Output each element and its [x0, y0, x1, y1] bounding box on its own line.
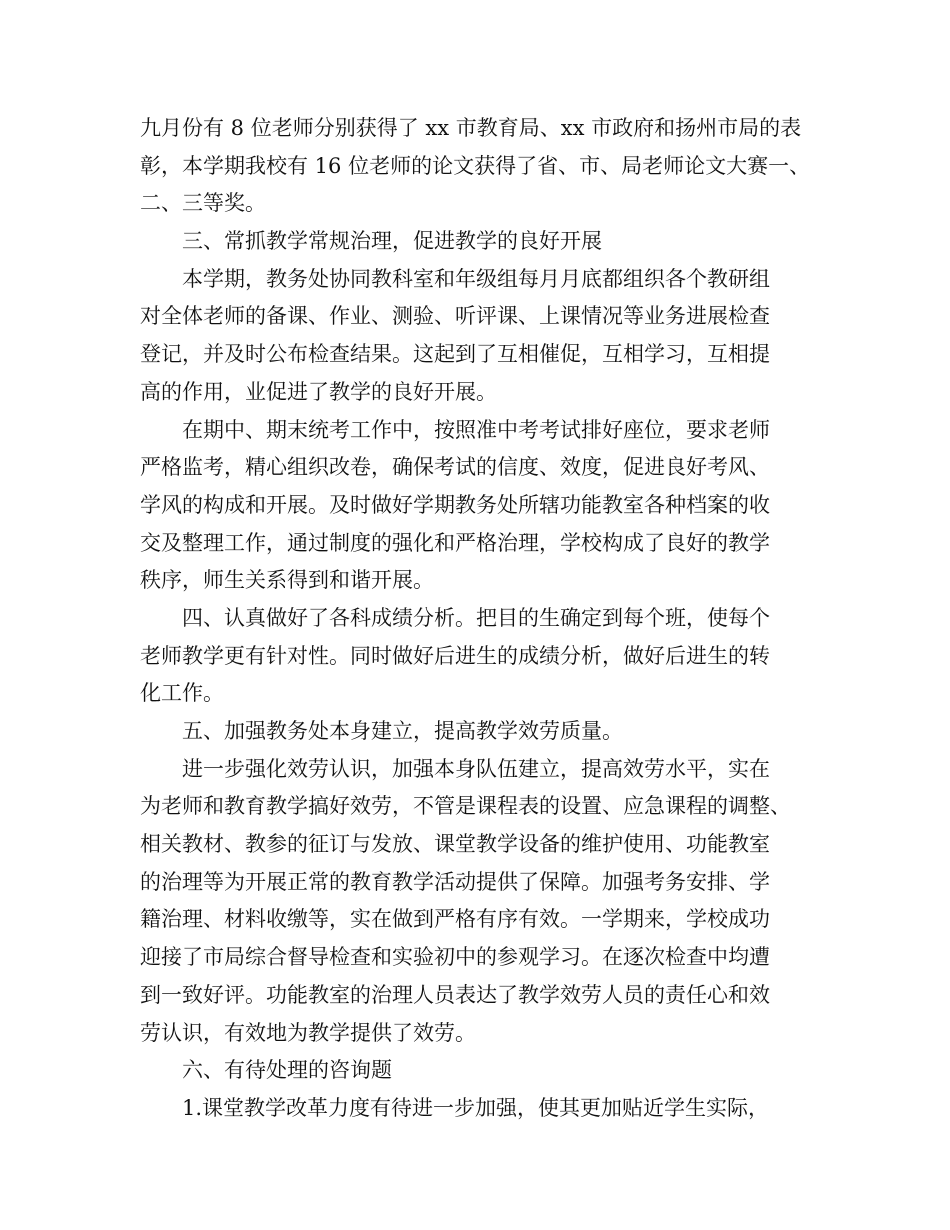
- body-line: 彰，本学期我校有 16 位老师的论文获得了省、市、局老师论文大赛一、: [140, 153, 811, 178]
- body-line: 登记，并及时公布检查结果。这起到了互相催促，互相学习，互相提: [140, 342, 770, 367]
- paragraph-start-line: 本学期，教务处协同教科室和年级组每月月底都组织各个教研组: [182, 266, 770, 291]
- body-line: 二、三等奖。: [140, 191, 266, 216]
- body-line: 化工作。: [140, 681, 224, 706]
- body-line: 老师教学更有针对性。同时做好后进生的成绩分析，做好后进生的转: [140, 643, 770, 668]
- body-line: 相关教材、教参的征订与发放、课堂教学设备的维护使用、功能教室: [140, 832, 770, 857]
- body-line: 九月份有 8 位老师分别获得了 xx 市教育局、xx 市政府和扬州市局的表: [140, 116, 802, 140]
- body-line: 到一致好评。功能教室的治理人员表达了教学效劳人员的责任心和效: [140, 982, 770, 1007]
- body-line: 对全体老师的备课、作业、测验、听评课、上课情况等业务进展检查: [140, 304, 770, 329]
- body-line: 严格监考，精心组织改卷，确保考试的信度、效度，促进良好考风、: [140, 455, 770, 480]
- body-line: 高的作用，业促进了教学的良好开展。: [140, 379, 497, 404]
- paragraph-start-line: 进一步强化效劳认识，加强本身队伍建立，提高效劳水平，实在: [182, 756, 770, 781]
- body-line: 学风的构成和开展。及时做好学期教务处所辖功能教室各种档案的收: [140, 492, 770, 517]
- list-item-line: 1.课堂教学改革力度有待进一步加强，使其更加贴近学生实际，: [182, 1095, 770, 1120]
- body-line: 为老师和教育教学搞好效劳，不管是课程表的设置、应急课程的调整、: [140, 794, 791, 819]
- section-heading: 六、有待处理的咨询题: [182, 1058, 392, 1083]
- body-line: 的治理等为开展正常的教育教学活动提供了保障。加强考务安排、学: [140, 869, 770, 894]
- body-line: 籍治理、材料收缴等，实在做到严格有序有效。一学期来，学校成功: [140, 907, 770, 932]
- paragraph-start-line: 在期中、期末统考工作中，按照准中考考试排好座位，要求老师: [182, 417, 770, 442]
- body-line: 迎接了市局综合督导检查和实验初中的参观学习。在逐次检查中均遭: [140, 945, 770, 970]
- body-line: 劳认识，有效地为教学提供了效劳。: [140, 1020, 476, 1045]
- section-heading: 四、认真做好了各科成绩分析。把目的生确定到每个班，使每个: [182, 605, 770, 630]
- document-body: [140, 110, 830, 1128]
- body-line: 秩序，师生关系得到和谐开展。: [140, 568, 434, 593]
- section-heading: 五、加强教务处本身建立，提高教学效劳质量。: [182, 719, 623, 743]
- section-heading: 三、常抓教学常规治理，促进教学的良好开展: [182, 229, 602, 254]
- body-line: 交及整理工作，通过制度的强化和严格治理，学校构成了良好的教学: [140, 530, 770, 555]
